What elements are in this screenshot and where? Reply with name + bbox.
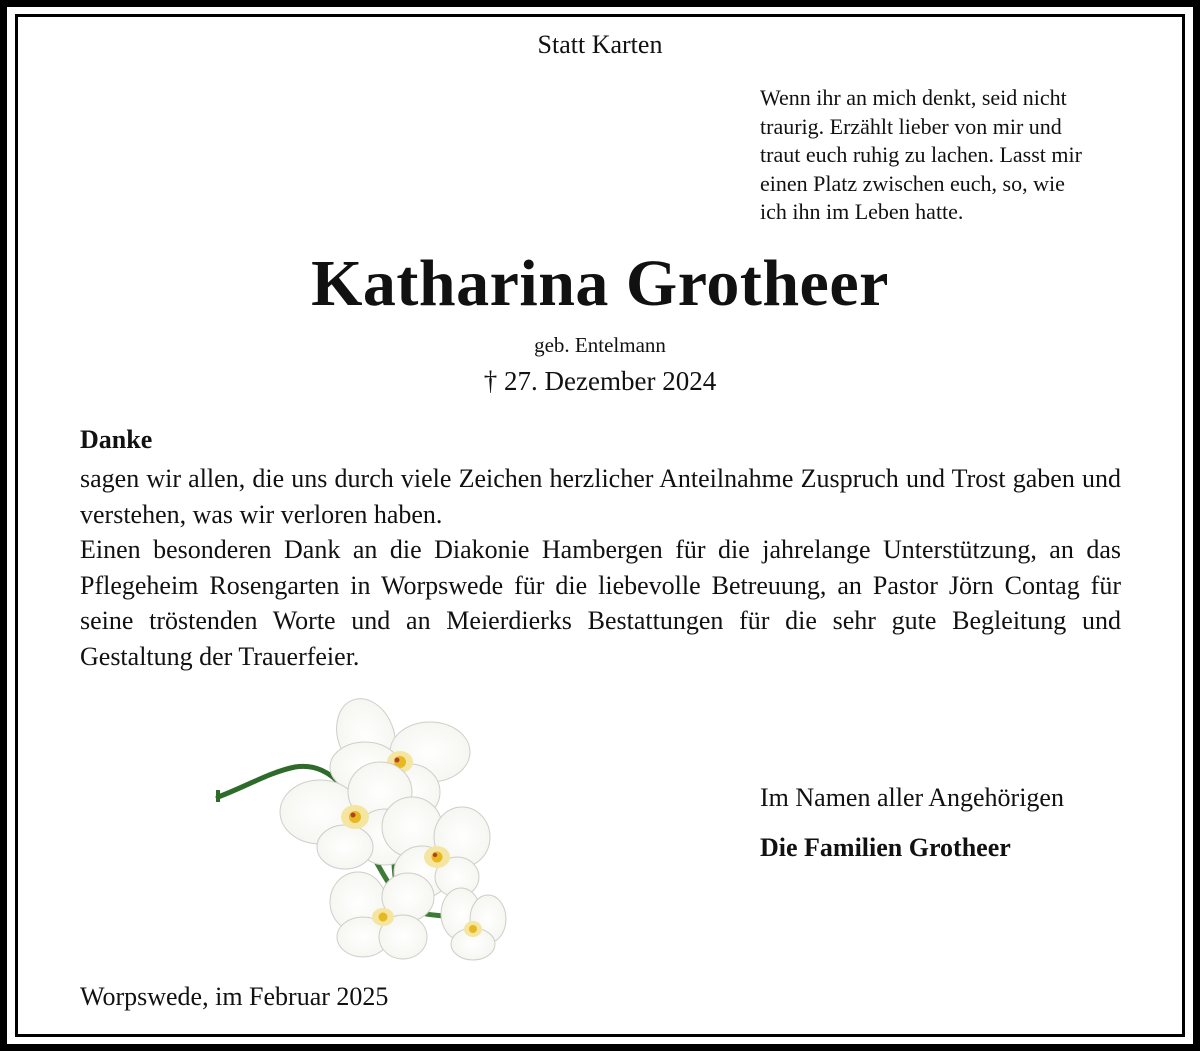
- signature-line: Im Namen aller Angehörigen: [760, 783, 1064, 812]
- white-orchid-icon: [215, 692, 515, 972]
- thanks-paragraph-1: sagen wir allen, die uns durch viele Zeichen herzlicher Anteilnahme Zuspruch und Trost gaben und verstehen, was wir verloren haben.: [80, 464, 1121, 529]
- thanks-paragraph-2: Einen besonderen Dank an die Diakonie Hambergen für die jahrelange Unterstützung, an das Pflegeheim Rosengarten in Worpswede für die liebevolle Betreuung, an Pastor Jörn Contag für seine tröstenden Worte und an Meierdierks Bestattungen für die sehr gute Begleitung und Gestaltung der Trauerfeier.: [80, 535, 1121, 671]
- birth-name: geb. Entelmann: [534, 333, 666, 357]
- place-date: Worpswede, im Februar 2025: [80, 982, 389, 1011]
- thanks-heading: Danke: [80, 425, 153, 454]
- statt-karten-label: Statt Karten: [537, 30, 663, 59]
- thanks-body: [80, 461, 1121, 674]
- family-name: Die Familien Grotheer: [760, 833, 1011, 862]
- death-date: † 27. Dezember 2024: [483, 366, 717, 396]
- memorial-poem: Wenn ihr an mich denkt, seid nicht traurig. Erzählt lieber von mir und traut euch ruhig zu lachen. Lasst mir einen Platz zwischen euch, so, wie ich ihn im Leben hatte.: [760, 85, 1082, 224]
- deceased-name: Katharina Grotheer: [311, 247, 889, 320]
